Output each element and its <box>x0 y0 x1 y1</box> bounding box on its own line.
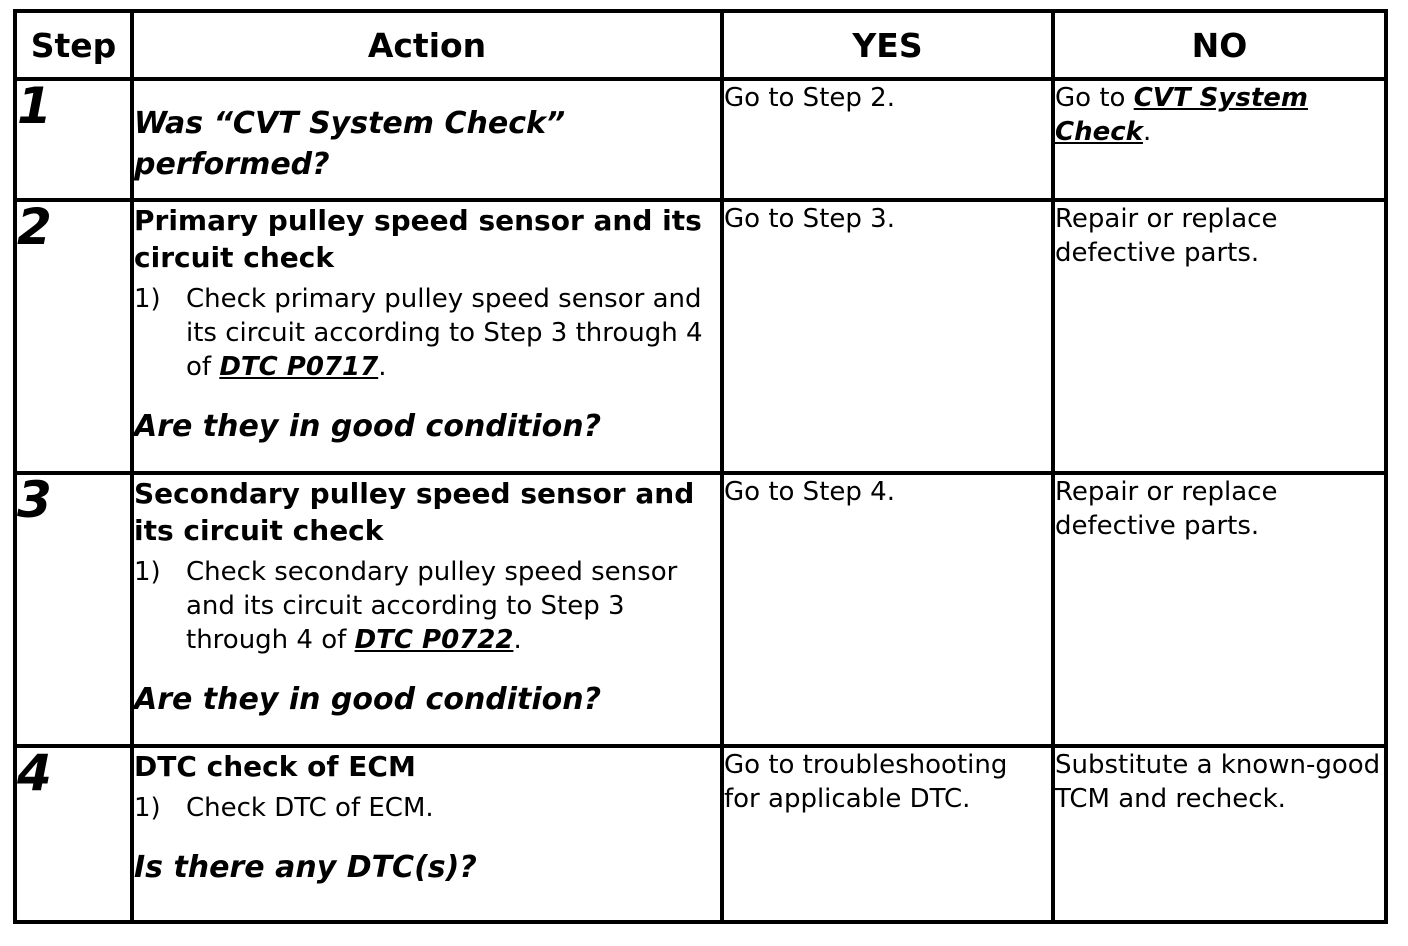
action-title: Primary pulley speed sensor and its circuit check <box>134 204 702 274</box>
action-title: DTC check of ECM <box>134 750 416 783</box>
table-row <box>15 79 1386 200</box>
dtc-p0717-link[interactable]: DTC P0717 <box>219 352 379 382</box>
item-text: Check primary pulley speed sensor and its circuit according to Step 3 through 4 of <box>186 284 703 382</box>
yes-cell: Go to Step 3. <box>722 200 1053 473</box>
table-row <box>15 473 1386 746</box>
action-title: Secondary pulley speed sensor and its circuit check <box>134 477 695 547</box>
action-cell <box>132 473 722 746</box>
header-no: NO <box>1053 11 1386 79</box>
item-number: 1) <box>134 793 161 823</box>
item-text: Check secondary pulley speed sensor and its circuit according to Step 3 through 4 of <box>186 557 678 655</box>
action-cell <box>132 79 722 200</box>
header-step: Step <box>15 11 132 79</box>
header-row <box>15 11 1386 79</box>
action-item <box>134 282 720 384</box>
no-cell: Repair or replace defective parts. <box>1053 473 1386 746</box>
cvt-system-check-link[interactable]: CVT System Check <box>1055 83 1308 147</box>
action-cell <box>132 200 722 473</box>
table-row <box>15 746 1386 922</box>
dtc-p0722-link[interactable]: DTC P0722 <box>354 625 514 655</box>
item-number: 1) <box>134 557 161 587</box>
item-text: Check DTC of ECM. <box>186 793 434 823</box>
yes-cell: Go to Step 4. <box>722 473 1053 746</box>
header-action: Action <box>132 11 722 79</box>
item-suffix: . <box>378 352 387 382</box>
action-item <box>134 555 720 657</box>
item-text-wrapper <box>186 555 720 657</box>
yes-cell: Go to Step 2. <box>722 79 1053 200</box>
step-number: 4 <box>15 746 132 922</box>
item-text-wrapper <box>186 282 720 384</box>
no-cell: Substitute a known-good TCM and recheck. <box>1053 746 1386 922</box>
item-suffix: . <box>513 625 522 655</box>
question-text: Are they in good condition? <box>134 409 602 444</box>
item-number: 1) <box>134 284 161 314</box>
no-cell <box>1053 79 1386 200</box>
action-cell <box>132 746 722 922</box>
step-number: 1 <box>15 79 132 200</box>
yes-cell: Go to troubleshooting for applicable DTC. <box>722 746 1053 922</box>
table-row <box>15 200 1386 473</box>
no-text: Go to <box>1055 83 1134 113</box>
question-text: Was “CVT System Check” performed? <box>134 106 566 182</box>
question-text: Are they in good condition? <box>134 682 602 717</box>
no-cell: Repair or replace defective parts. <box>1053 200 1386 473</box>
action-item <box>134 791 720 825</box>
procedure-table <box>13 9 1388 924</box>
step-number: 2 <box>15 200 132 473</box>
header-yes: YES <box>722 11 1053 79</box>
question-text: Is there any DTC(s)? <box>134 850 477 885</box>
no-suffix: . <box>1142 117 1152 147</box>
step-number: 3 <box>15 473 132 746</box>
